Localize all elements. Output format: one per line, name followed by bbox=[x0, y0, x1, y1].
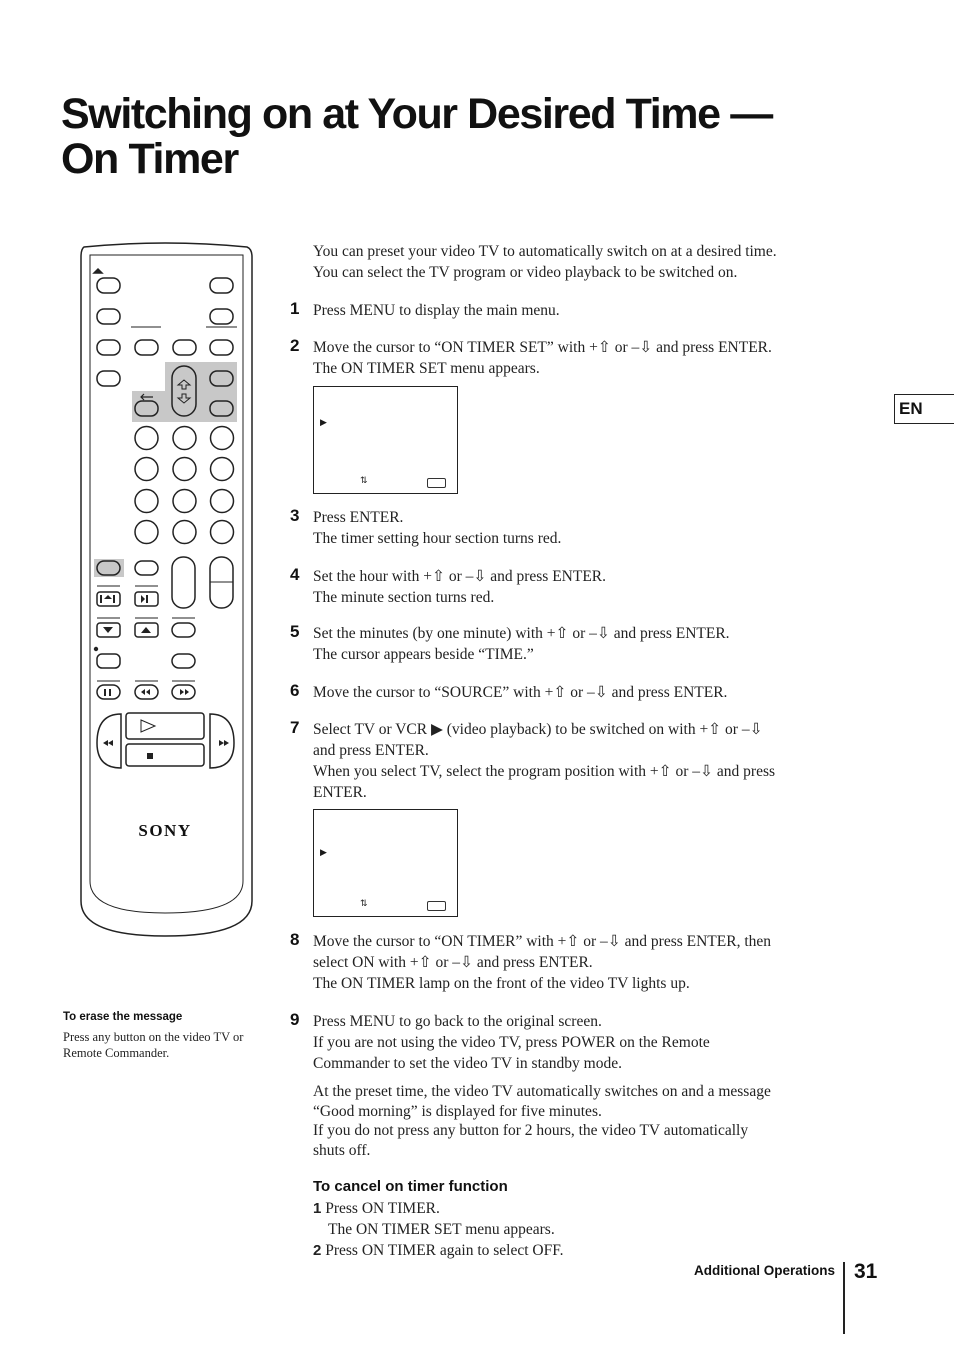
step-number: 4 bbox=[290, 565, 300, 584]
sidebar-text bbox=[63, 1029, 278, 1061]
title-line-2: On Timer bbox=[61, 135, 238, 183]
step-text: The timer setting hour section turns red. bbox=[313, 530, 562, 547]
on-timer-set-screen-2 bbox=[313, 809, 458, 917]
select-arrows-icon: ⇅ bbox=[360, 475, 368, 485]
on-timer-set-screen-1 bbox=[313, 386, 458, 494]
note-line: If you do not press any button for 2 hours, the video TV automatically bbox=[313, 1122, 749, 1139]
step-text: and press ENTER. bbox=[313, 742, 429, 759]
step-text: Press MENU to go back to the original screen. bbox=[313, 1013, 602, 1030]
footer-divider bbox=[843, 1262, 845, 1334]
step-number: 6 bbox=[290, 681, 300, 700]
step-text: Set the hour with +⇧ or –⇩ and press ENTER. bbox=[313, 568, 607, 585]
after-note bbox=[290, 1082, 860, 1160]
step-text: Commander to set the video TV in standby mode. bbox=[313, 1055, 622, 1072]
step-6 bbox=[290, 682, 860, 703]
step-number: 8 bbox=[290, 930, 300, 949]
step-text: When you select TV, select the program position with +⇧ or –⇩ and press bbox=[313, 763, 776, 780]
step-number: 3 bbox=[290, 506, 300, 525]
menu-cursor-icon: ▶ bbox=[320, 417, 327, 427]
section-label: Additional Operations bbox=[693, 1263, 835, 1278]
menu-button-icon bbox=[427, 901, 446, 911]
cancel-step-1 bbox=[313, 1198, 763, 1219]
remote-brand-logo: SONY bbox=[138, 821, 192, 840]
step-7 bbox=[290, 719, 860, 803]
cancel-step-number: 2 bbox=[313, 1242, 322, 1259]
menu-button-icon bbox=[427, 478, 446, 488]
note-line: shuts off. bbox=[313, 1141, 371, 1159]
cancel-step-text: Press ON TIMER. bbox=[325, 1200, 440, 1217]
step-text: Move the cursor to “ON TIMER SET” with +⇧ or –⇩ and press ENTER. bbox=[313, 339, 772, 356]
step-number: 7 bbox=[290, 718, 300, 737]
step-number: 2 bbox=[290, 336, 300, 355]
step-9 bbox=[290, 1011, 860, 1074]
step-8 bbox=[290, 931, 860, 994]
step-text: Set the minutes (by one minute) with +⇧ or –⇩ and press ENTER. bbox=[313, 625, 730, 642]
sidebar-heading: To erase the message bbox=[63, 1011, 183, 1023]
cancel-step-number: 1 bbox=[313, 1200, 322, 1217]
step-5 bbox=[290, 623, 860, 665]
step-text: Select TV or VCR ▶ (video playback) to be switched on with +⇧ or –⇩ bbox=[313, 721, 763, 738]
step-number: 5 bbox=[290, 622, 300, 641]
cancel-steps bbox=[313, 1198, 763, 1261]
step-text: Move the cursor to “ON TIMER” with +⇧ or –⇩ and press ENTER, then bbox=[313, 933, 772, 950]
language-tab: EN bbox=[894, 394, 954, 424]
intro-line: You can select the TV program or video playback to be switched on. bbox=[313, 264, 738, 281]
step-text: ENTER. bbox=[313, 784, 367, 801]
step-text: The ON TIMER lamp on the front of the video TV lights up. bbox=[313, 975, 690, 992]
cancel-step-2 bbox=[313, 1240, 763, 1261]
step-number: 1 bbox=[290, 299, 300, 318]
note-line: At the preset time, the video TV automatically switches on and a message bbox=[313, 1083, 771, 1100]
select-arrows-icon: ⇅ bbox=[360, 898, 368, 908]
cancel-heading: To cancel on timer function bbox=[313, 1178, 508, 1195]
step-1 bbox=[290, 300, 860, 321]
page-number: 31 bbox=[854, 1260, 878, 1283]
intro-paragraph bbox=[313, 241, 858, 283]
step-2 bbox=[290, 337, 860, 379]
highlight-enter-key bbox=[132, 391, 165, 422]
menu-cursor-icon: ▶ bbox=[320, 847, 327, 857]
step-text: The cursor appears beside “TIME.” bbox=[313, 646, 534, 663]
remote-commander-illustration bbox=[79, 241, 254, 937]
step-text: select ON with +⇧ or –⇩ and press ENTER. bbox=[313, 954, 593, 971]
step-text: The minute section turns red. bbox=[313, 589, 495, 606]
intro-line: You can preset your video TV to automatically switch on at a desired time. bbox=[313, 243, 777, 260]
step-4 bbox=[290, 566, 860, 608]
note-line: “Good morning” is displayed for five minutes. bbox=[313, 1102, 602, 1120]
title-line-1: Switching on at Your Desired Time — bbox=[61, 90, 772, 138]
cancel-step-text: Press ON TIMER again to select OFF. bbox=[325, 1242, 564, 1259]
step-number: 9 bbox=[290, 1010, 300, 1029]
step-3 bbox=[290, 507, 860, 549]
step-text: Press MENU to display the main menu. bbox=[313, 302, 560, 319]
step-text: The ON TIMER SET menu appears. bbox=[313, 360, 540, 377]
sidebar-line: Remote Commander. bbox=[63, 1046, 170, 1060]
step-text: Move the cursor to “SOURCE” with +⇧ or –⇩ and press ENTER. bbox=[313, 684, 728, 701]
sidebar-line: Press any button on the video TV or bbox=[63, 1030, 244, 1044]
step-text: If you are not using the video TV, press POWER on the Remote bbox=[313, 1034, 710, 1051]
step-text: Press ENTER. bbox=[313, 509, 404, 526]
cancel-step-1-sub: The ON TIMER SET menu appears. bbox=[328, 1221, 555, 1238]
page-title bbox=[61, 92, 901, 182]
